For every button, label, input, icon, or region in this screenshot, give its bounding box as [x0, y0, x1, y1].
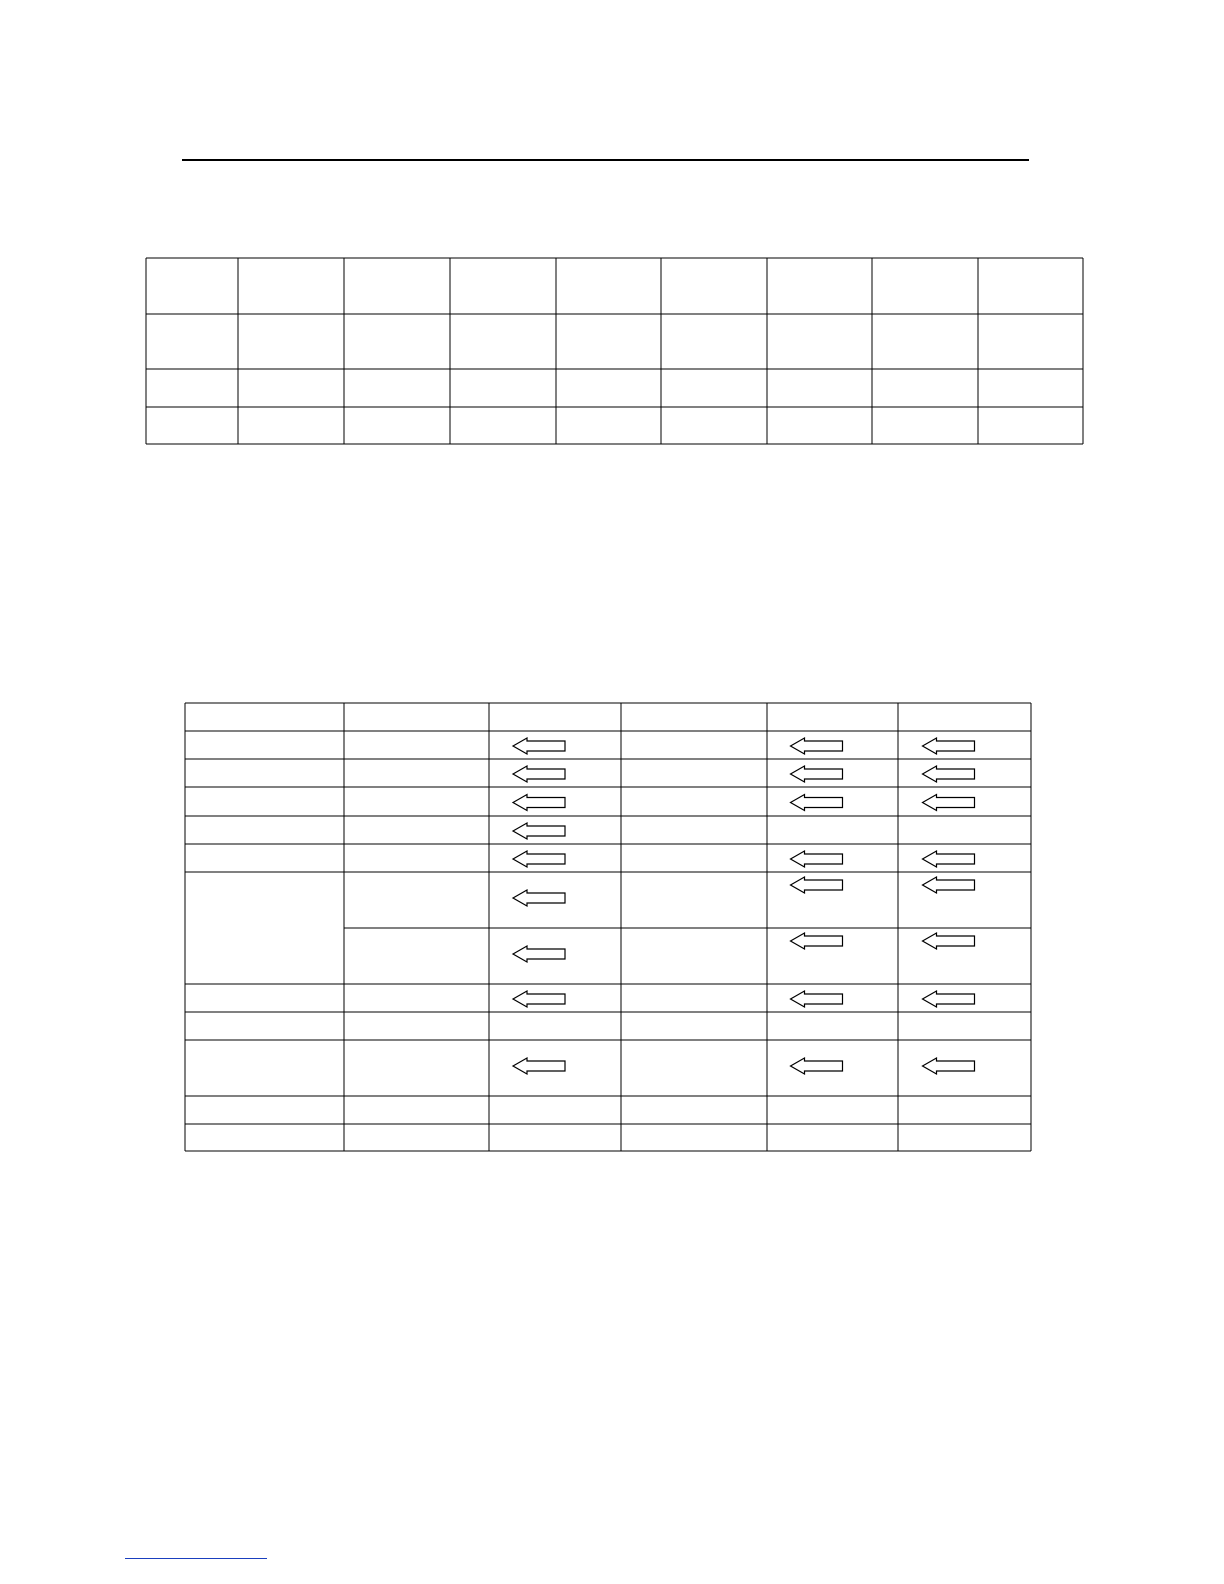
left-arrow-icon: [513, 1058, 565, 1074]
left-arrow-icon: [923, 1058, 975, 1074]
left-arrow-icon: [791, 877, 843, 893]
left-arrow-icon: [791, 933, 843, 949]
left-arrow-icon: [791, 851, 843, 867]
left-arrow-icon: [513, 890, 565, 906]
left-arrow-icon: [513, 795, 565, 811]
left-arrow-icon: [513, 766, 565, 782]
top-table: [146, 258, 1083, 444]
left-arrow-icon: [923, 766, 975, 782]
left-arrow-icon: [513, 823, 565, 839]
footnote-link-underline[interactable]: [125, 1558, 267, 1559]
bottom-table-arrows: [513, 738, 975, 1074]
left-arrow-icon: [513, 991, 565, 1007]
left-arrow-icon: [923, 851, 975, 867]
left-arrow-icon: [923, 991, 975, 1007]
left-arrow-icon: [513, 738, 565, 754]
left-arrow-icon: [923, 738, 975, 754]
left-arrow-icon: [923, 795, 975, 811]
left-arrow-icon: [923, 933, 975, 949]
left-arrow-icon: [791, 795, 843, 811]
left-arrow-icon: [791, 766, 843, 782]
left-arrow-icon: [791, 1058, 843, 1074]
left-arrow-icon: [791, 738, 843, 754]
left-arrow-icon: [513, 946, 565, 962]
left-arrow-icon: [513, 851, 565, 867]
left-arrow-icon: [923, 877, 975, 893]
left-arrow-icon: [791, 991, 843, 1007]
bottom-table: [185, 703, 1031, 1151]
